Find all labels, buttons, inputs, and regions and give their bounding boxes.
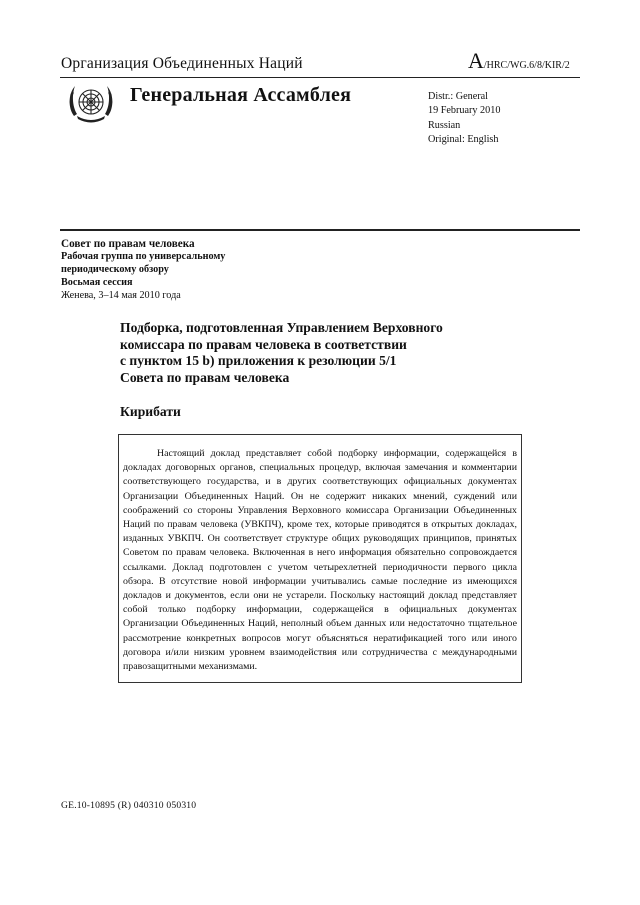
document-title-line: комиссара по правам человека в соответствии	[120, 336, 407, 352]
council-name: Совет по правам человека	[61, 238, 195, 250]
document-title-line: с пунктом 15 b) приложения к резолюции 5/1	[120, 353, 397, 369]
working-group-line-1: Рабочая группа по универсальному	[61, 250, 226, 262]
summary-text: Настоящий доклад представляет собой подборку информации, содержащейся в докладах договорных органов, специальных процедур, включая замечания и комментарии соответствующего государства, и в других соответствующих официальных документах Организации Объединенных Наций. Он не содержит никаких мнений, суждений или соображений со стороны Управления Верховного комиссара Организации Объединенных Наций по правам человека (УВКПЧ), кроме тех, которые приводятся в открытых докладах, изданных УВКПЧ. Он соответствует структуре общих руководящих принципов, принятых Советом по правам человека. Включенная в него информация обязательно сопровождается ссылками. Доклад подготовлен с учетом четырехлетней периодичности первого цикла обзора. В отсутствие новой информации учитывались самые последние из имеющихся докладов и документов, если они не устарели. Поскольку настоящий доклад представляет собой только подборку информации, содержащейся в официальных документах Организации Объединенных Наций, неполный объем данных или недостаточно тщательное рассмотрение конкретных вопросов могут объясняться нератификацией того или иного договора и/или низким уровнем взаимодействия или сотрудничества с международными правозащитными механизмами.	[123, 448, 517, 673]
country-name: Кирибати	[120, 404, 181, 419]
un-emblem-icon	[66, 82, 116, 126]
distribution-type: Distr.: General	[428, 91, 488, 102]
body-title: Генеральная Ассамблея	[130, 84, 352, 106]
document-language: Russian	[428, 119, 461, 131]
document-title	[120, 320, 540, 387]
organization-name: Организация Объединенных Наций	[61, 55, 303, 72]
session-name: Восьмая сессия	[61, 276, 133, 288]
header-rule	[60, 77, 580, 78]
footer-document-code: GE.10-10895 (R) 040310 050310	[61, 800, 197, 811]
document-symbol-initial: A	[468, 48, 484, 73]
document-symbol	[468, 48, 570, 73]
working-group-line-2: периодическому обзору	[61, 263, 169, 275]
document-title-line: Совета по правам человека	[120, 370, 290, 386]
original-language: Original: English	[428, 133, 499, 145]
session-block	[61, 238, 225, 303]
document-symbol-rest: /HRC/WG.6/8/KIR/2	[483, 60, 570, 71]
section-rule	[60, 229, 580, 231]
session-place-dates: Женева, 3–14 мая 2010 года	[61, 289, 181, 301]
document-title-line: Подборка, подготовленная Управлением Верховного	[120, 320, 443, 335]
document-date: 19 February 2010	[428, 105, 501, 117]
distribution-block	[428, 90, 500, 147]
